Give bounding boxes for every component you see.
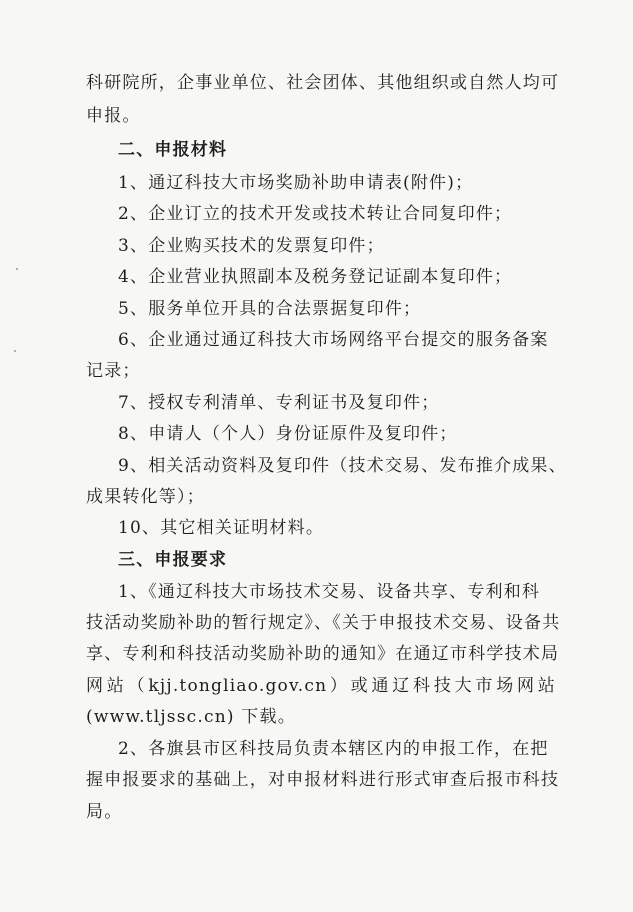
section-heading-requirements: 三、申报要求 xyxy=(118,550,228,570)
list-item: 7、授权专利清单、专利证书及复印件； xyxy=(118,393,440,413)
paragraph-line: 局。 xyxy=(86,802,123,822)
list-item: 8、申请人（个人）身份证原件及复印件； xyxy=(118,424,458,444)
paragraph-line: 网站（kjj.tongliao.gov.cn）或通辽科技大市场网站 xyxy=(86,676,556,696)
paragraph-line: 享、专利和科技活动奖励补助的通知》在通辽市科学技术局 xyxy=(86,644,560,664)
list-item-continuation: 记录； xyxy=(86,361,141,381)
list-item: 10、其它相关证明材料。 xyxy=(118,518,325,538)
list-item-continuation: 成果转化等）； xyxy=(86,487,205,507)
paragraph-line: 申报。 xyxy=(86,106,141,126)
list-item: 4、企业营业执照副本及税务登记证副本复印件； xyxy=(118,267,513,287)
list-item: 5、服务单位开具的合法票据复印件； xyxy=(118,299,422,319)
paragraph-line: 1、《通辽科技大市场技术交易、设备共享、专利和科 xyxy=(118,582,541,602)
list-item: 1、通辽科技大市场奖励补助申请表(附件)； xyxy=(118,173,474,193)
list-item: 9、相关活动资料及复印件（技术交易、发布推介成果、 xyxy=(118,456,567,476)
list-item: 2、企业订立的技术开发或技术转让合同复印件； xyxy=(118,204,513,224)
paragraph-line: (www.tljssc.cn) 下载。 xyxy=(86,707,296,727)
paragraph-line: 握申报要求的基础上，对申报材料进行形式审查后报市科技 xyxy=(86,770,560,790)
list-item: 3、企业购买技术的发票复印件； xyxy=(118,236,385,256)
list-item: 6、企业通过通辽科技大市场网络平台提交的服务备案 xyxy=(118,330,549,350)
scan-speck xyxy=(14,350,16,352)
paragraph-line: 2、各旗县市区科技局负责本辖区内的申报工作，在把 xyxy=(118,739,549,759)
paragraph-line: 科研院所，企事业单位、社会团体、其他组织或自然人均可 xyxy=(86,73,560,93)
section-heading-materials: 二、申报材料 xyxy=(118,140,228,160)
scan-speck xyxy=(16,268,18,270)
paragraph-line: 技活动奖励补助的暂行规定》、《关于申报技术交易、设备共 xyxy=(86,613,561,633)
